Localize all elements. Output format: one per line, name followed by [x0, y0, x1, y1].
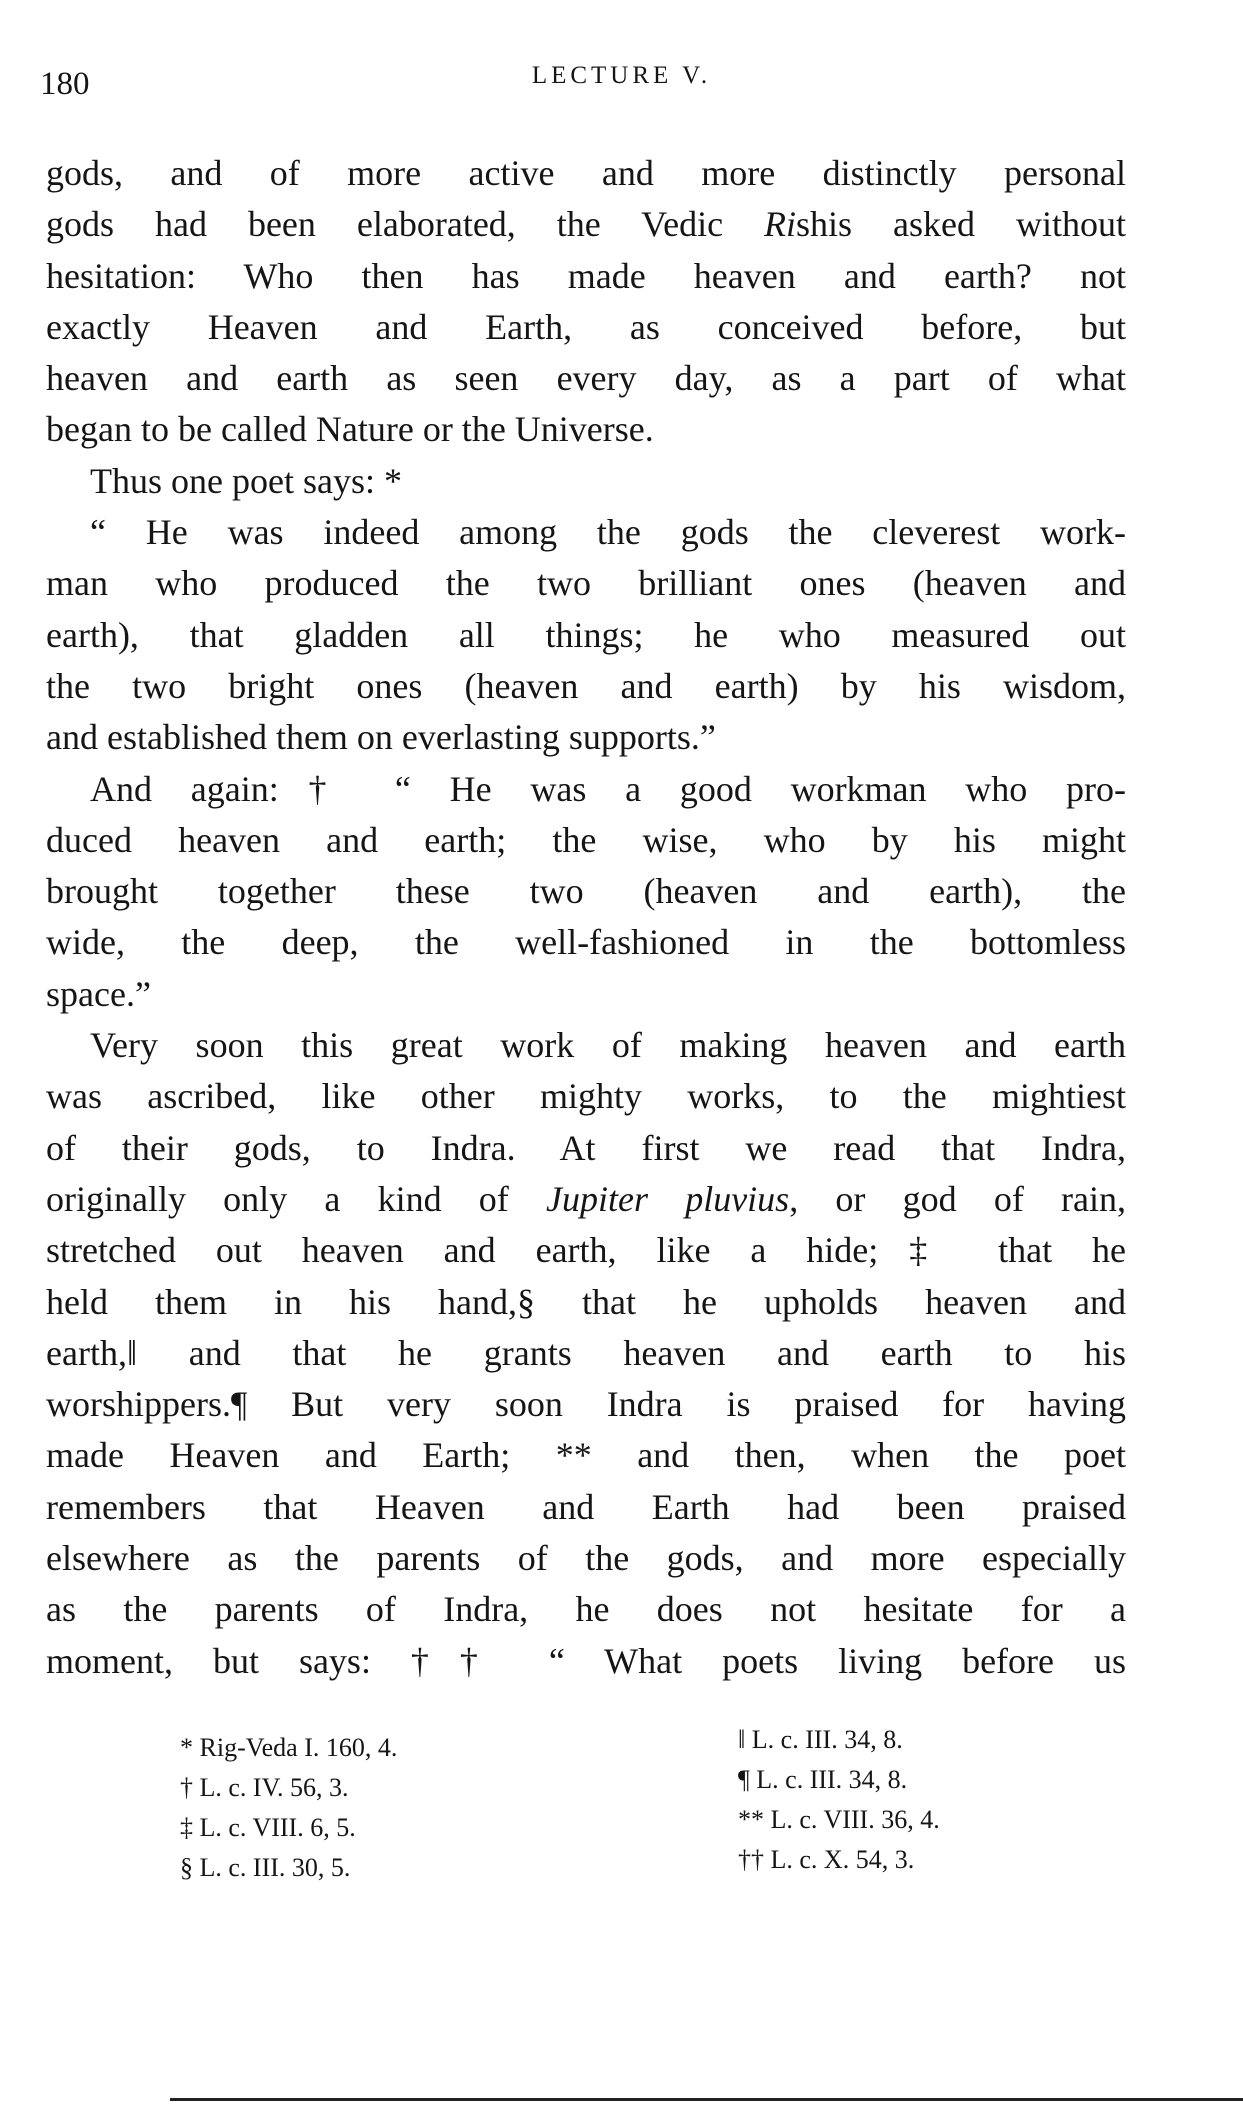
text-line	[46, 1174, 1126, 1225]
footnote: † L. c. IV. 56, 3.	[180, 1773, 349, 1802]
text-line	[46, 764, 1126, 815]
text-line	[46, 866, 1126, 917]
body-text	[46, 148, 1126, 1687]
text-line	[46, 661, 1126, 712]
footnotes-left	[180, 1728, 397, 1888]
text-segment: gods had been elaborated, the Vedic	[46, 204, 765, 245]
text-line	[46, 251, 1126, 302]
text-segment: brought together these two (heaven and earth), the	[46, 871, 1126, 912]
text-segment: hesitation: Who then has made heaven and earth? not	[46, 255, 1126, 296]
italic-text: Jupiter pluvius	[546, 1178, 790, 1219]
text-segment: began to be called Nature or the Universe.	[46, 409, 654, 450]
text-segment: and established them on everlasting supports.”	[46, 717, 716, 758]
text-segment: gods, and of more active and more distinctly personal	[46, 153, 1126, 193]
text-segment: originally only a kind of	[46, 1178, 547, 1219]
text-segment: exactly Heaven and Earth, as conceived before, but	[46, 306, 1126, 347]
text-line	[46, 1071, 1126, 1122]
italic-text: Ri	[764, 204, 797, 245]
text-segment: , or god of rain,	[789, 1178, 1126, 1219]
text-segment: shis asked without	[796, 204, 1126, 245]
footnote: ¶ L. c. III. 34, 8.	[738, 1765, 908, 1794]
text-line	[46, 1533, 1126, 1584]
text-line	[46, 917, 1126, 968]
text-segment: heaven and earth as seen every day, as a part of what	[46, 358, 1126, 399]
text-line	[46, 1636, 1126, 1687]
text-line	[46, 969, 1126, 1020]
text-line	[46, 1123, 1126, 1174]
text-segment: the two bright ones (heaven and earth) by his wisdom,	[46, 665, 1126, 706]
text-segment: earth,‖ and that he grants heaven and earth to his	[46, 1332, 1126, 1373]
text-segment: held them in his hand,§ that he upholds heaven and	[46, 1281, 1126, 1322]
text-segment: space.”	[46, 973, 151, 1014]
text-segment: Very soon this great work of making heaven and earth	[90, 1025, 1126, 1066]
text-line	[46, 1379, 1126, 1430]
text-segment: made Heaven and Earth; ** and then, when the poet	[46, 1435, 1126, 1476]
text-line	[46, 712, 1126, 763]
running-head: LECTURE V.	[531, 62, 712, 89]
text-segment: remembers that Heaven and Earth had been praised	[46, 1486, 1126, 1527]
text-segment: elsewhere as the parents of the gods, and more especially	[46, 1538, 1126, 1579]
text-segment: was ascribed, like other mighty works, to the mightiest	[46, 1076, 1126, 1117]
text-line	[46, 1328, 1126, 1379]
text-segment: man who produced the two brilliant ones (heaven and	[46, 563, 1126, 604]
text-segment: moment, but says: †† “ What poets living before us	[46, 1640, 1126, 1681]
text-line	[46, 558, 1126, 609]
footnote: ** L. c. VIII. 36, 4.	[738, 1805, 940, 1834]
text-segment: Thus one poet says: *	[90, 460, 402, 501]
text-line	[46, 404, 1126, 455]
text-segment: And again:† “ He was a good workman who pro-	[90, 768, 1126, 809]
text-line	[46, 507, 1126, 558]
text-segment: of their gods, to Indra. At first we read that Indra,	[46, 1127, 1126, 1168]
text-line	[46, 815, 1126, 866]
text-line	[46, 1430, 1126, 1481]
text-segment: “ He was indeed among the gods the cleverest work-	[90, 512, 1126, 553]
text-segment: worshippers.¶ But very soon Indra is praised for having	[46, 1384, 1126, 1425]
text-line	[46, 456, 1126, 507]
text-line	[46, 1225, 1126, 1276]
footnote: ‖ L. c. III. 34, 8.	[738, 1725, 903, 1754]
text-line	[46, 1584, 1126, 1635]
footnote: § L. c. III. 30, 5.	[180, 1853, 351, 1882]
text-line	[46, 353, 1126, 404]
text-segment: duced heaven and earth; the wise, who by his might	[46, 819, 1126, 860]
footnote: †† L. c. X. 54, 3.	[738, 1845, 915, 1874]
text-line	[46, 610, 1126, 661]
text-line	[46, 199, 1126, 250]
text-line	[46, 302, 1126, 353]
text-segment: wide, the deep, the well-fashioned in the bottomless	[46, 922, 1126, 963]
text-segment: earth), that gladden all things; he who measured out	[46, 614, 1126, 655]
footnote: * Rig-Veda I. 160, 4.	[180, 1733, 398, 1762]
text-line	[46, 1482, 1126, 1533]
page-number: 180	[40, 66, 90, 102]
text-line	[46, 148, 1126, 199]
bottom-rule	[170, 2098, 1243, 2101]
text-segment: as the parents of Indra, he does not hesitate for a	[46, 1589, 1126, 1630]
footnotes-right	[738, 1720, 940, 1880]
text-segment: stretched out heaven and earth, like a hide;‡ that he	[46, 1230, 1126, 1271]
text-line	[46, 1020, 1126, 1071]
footnote: ‡ L. c. VIII. 6, 5.	[180, 1813, 356, 1842]
text-line	[46, 1277, 1126, 1328]
